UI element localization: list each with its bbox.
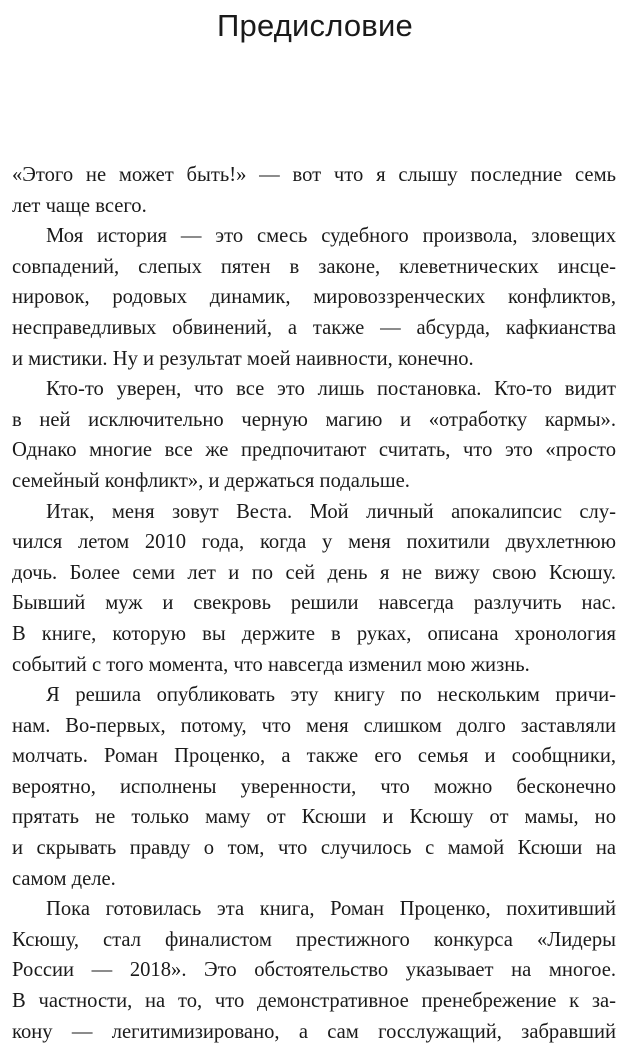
text-line: кону — легитимизировано, а сам госслужащий, забравший bbox=[12, 1020, 616, 1043]
text-line: и мистики. Ну и результат моей наивности, конечно. bbox=[12, 347, 474, 370]
text-line: вероятно, исполнены уверенности, что можно бесконечно bbox=[12, 775, 616, 798]
text-line: Ксюшу, стал финалистом престижного конкурса «Лидеры bbox=[12, 928, 616, 951]
text-line: в ней исключительно черную магию и «отработку кармы». bbox=[12, 408, 616, 431]
text-line: Однако многие все же предпочитают считать, что это «просто bbox=[12, 439, 616, 462]
text-line: Итак, меня зовут Веста. Мой личный апокалипсис слу- bbox=[46, 500, 616, 523]
text-line: России — 2018». Это обстоятельство указывает на многое. bbox=[12, 959, 616, 982]
text-line: совпадений, слепых пятен в законе, клеветнических инсце- bbox=[12, 255, 616, 278]
text-line: В книге, которую вы держите в руках, описана хронология bbox=[12, 622, 616, 645]
text-line: Пока готовилась эта книга, Роман Проценко, похитивший bbox=[46, 898, 616, 921]
text-line: Кто-то уверен, что все это лишь постановка. Кто-то видит bbox=[46, 378, 616, 401]
text-line: Моя история — это смесь судебного произвола, зловещих bbox=[46, 225, 616, 248]
text-line: Бывший муж и свекровь решили навсегда разлучить нас. bbox=[12, 592, 616, 615]
chapter-body-text bbox=[12, 160, 616, 1047]
text-line: лет чаще всего. bbox=[12, 194, 147, 217]
chapter-title: Предисловие bbox=[217, 8, 413, 43]
text-line: «Этого не может быть!» — вот что я слышу последние семь bbox=[12, 164, 616, 186]
text-line: нировок, родовых динамик, мировоззренческих конфликтов, bbox=[12, 286, 616, 309]
text-line: Я решила опубликовать эту книгу по нескольким причи- bbox=[46, 684, 616, 707]
text-line: самом деле. bbox=[12, 867, 116, 890]
text-line: чился летом 2010 года, когда у меня похитили двухлетнюю bbox=[12, 531, 616, 554]
text-line: и скрывать правду о том, что случилось с мамой Ксюши на bbox=[12, 837, 616, 860]
text-line: дочь. Более семи лет и по сей день я не вижу свою Ксюшу. bbox=[12, 561, 616, 584]
text-line: нам. Во-первых, потому, что меня слишком долго заставляли bbox=[12, 714, 616, 737]
text-line: молчать. Роман Проценко, а также его семья и сообщники, bbox=[12, 745, 616, 768]
text-line: семейный конфликт», и держаться подальше. bbox=[12, 469, 410, 492]
text-line: несправедливых обвинений, а также — абсурда, кафкианства bbox=[12, 316, 616, 339]
text-line: прятать не только маму от Ксюши и Ксюшу от мамы, но bbox=[12, 806, 616, 829]
text-line: В частности, на то, что демонстративное пренебрежение к за- bbox=[12, 990, 616, 1013]
text-line: событий с того момента, что навсегда изменил мою жизнь. bbox=[12, 653, 530, 676]
